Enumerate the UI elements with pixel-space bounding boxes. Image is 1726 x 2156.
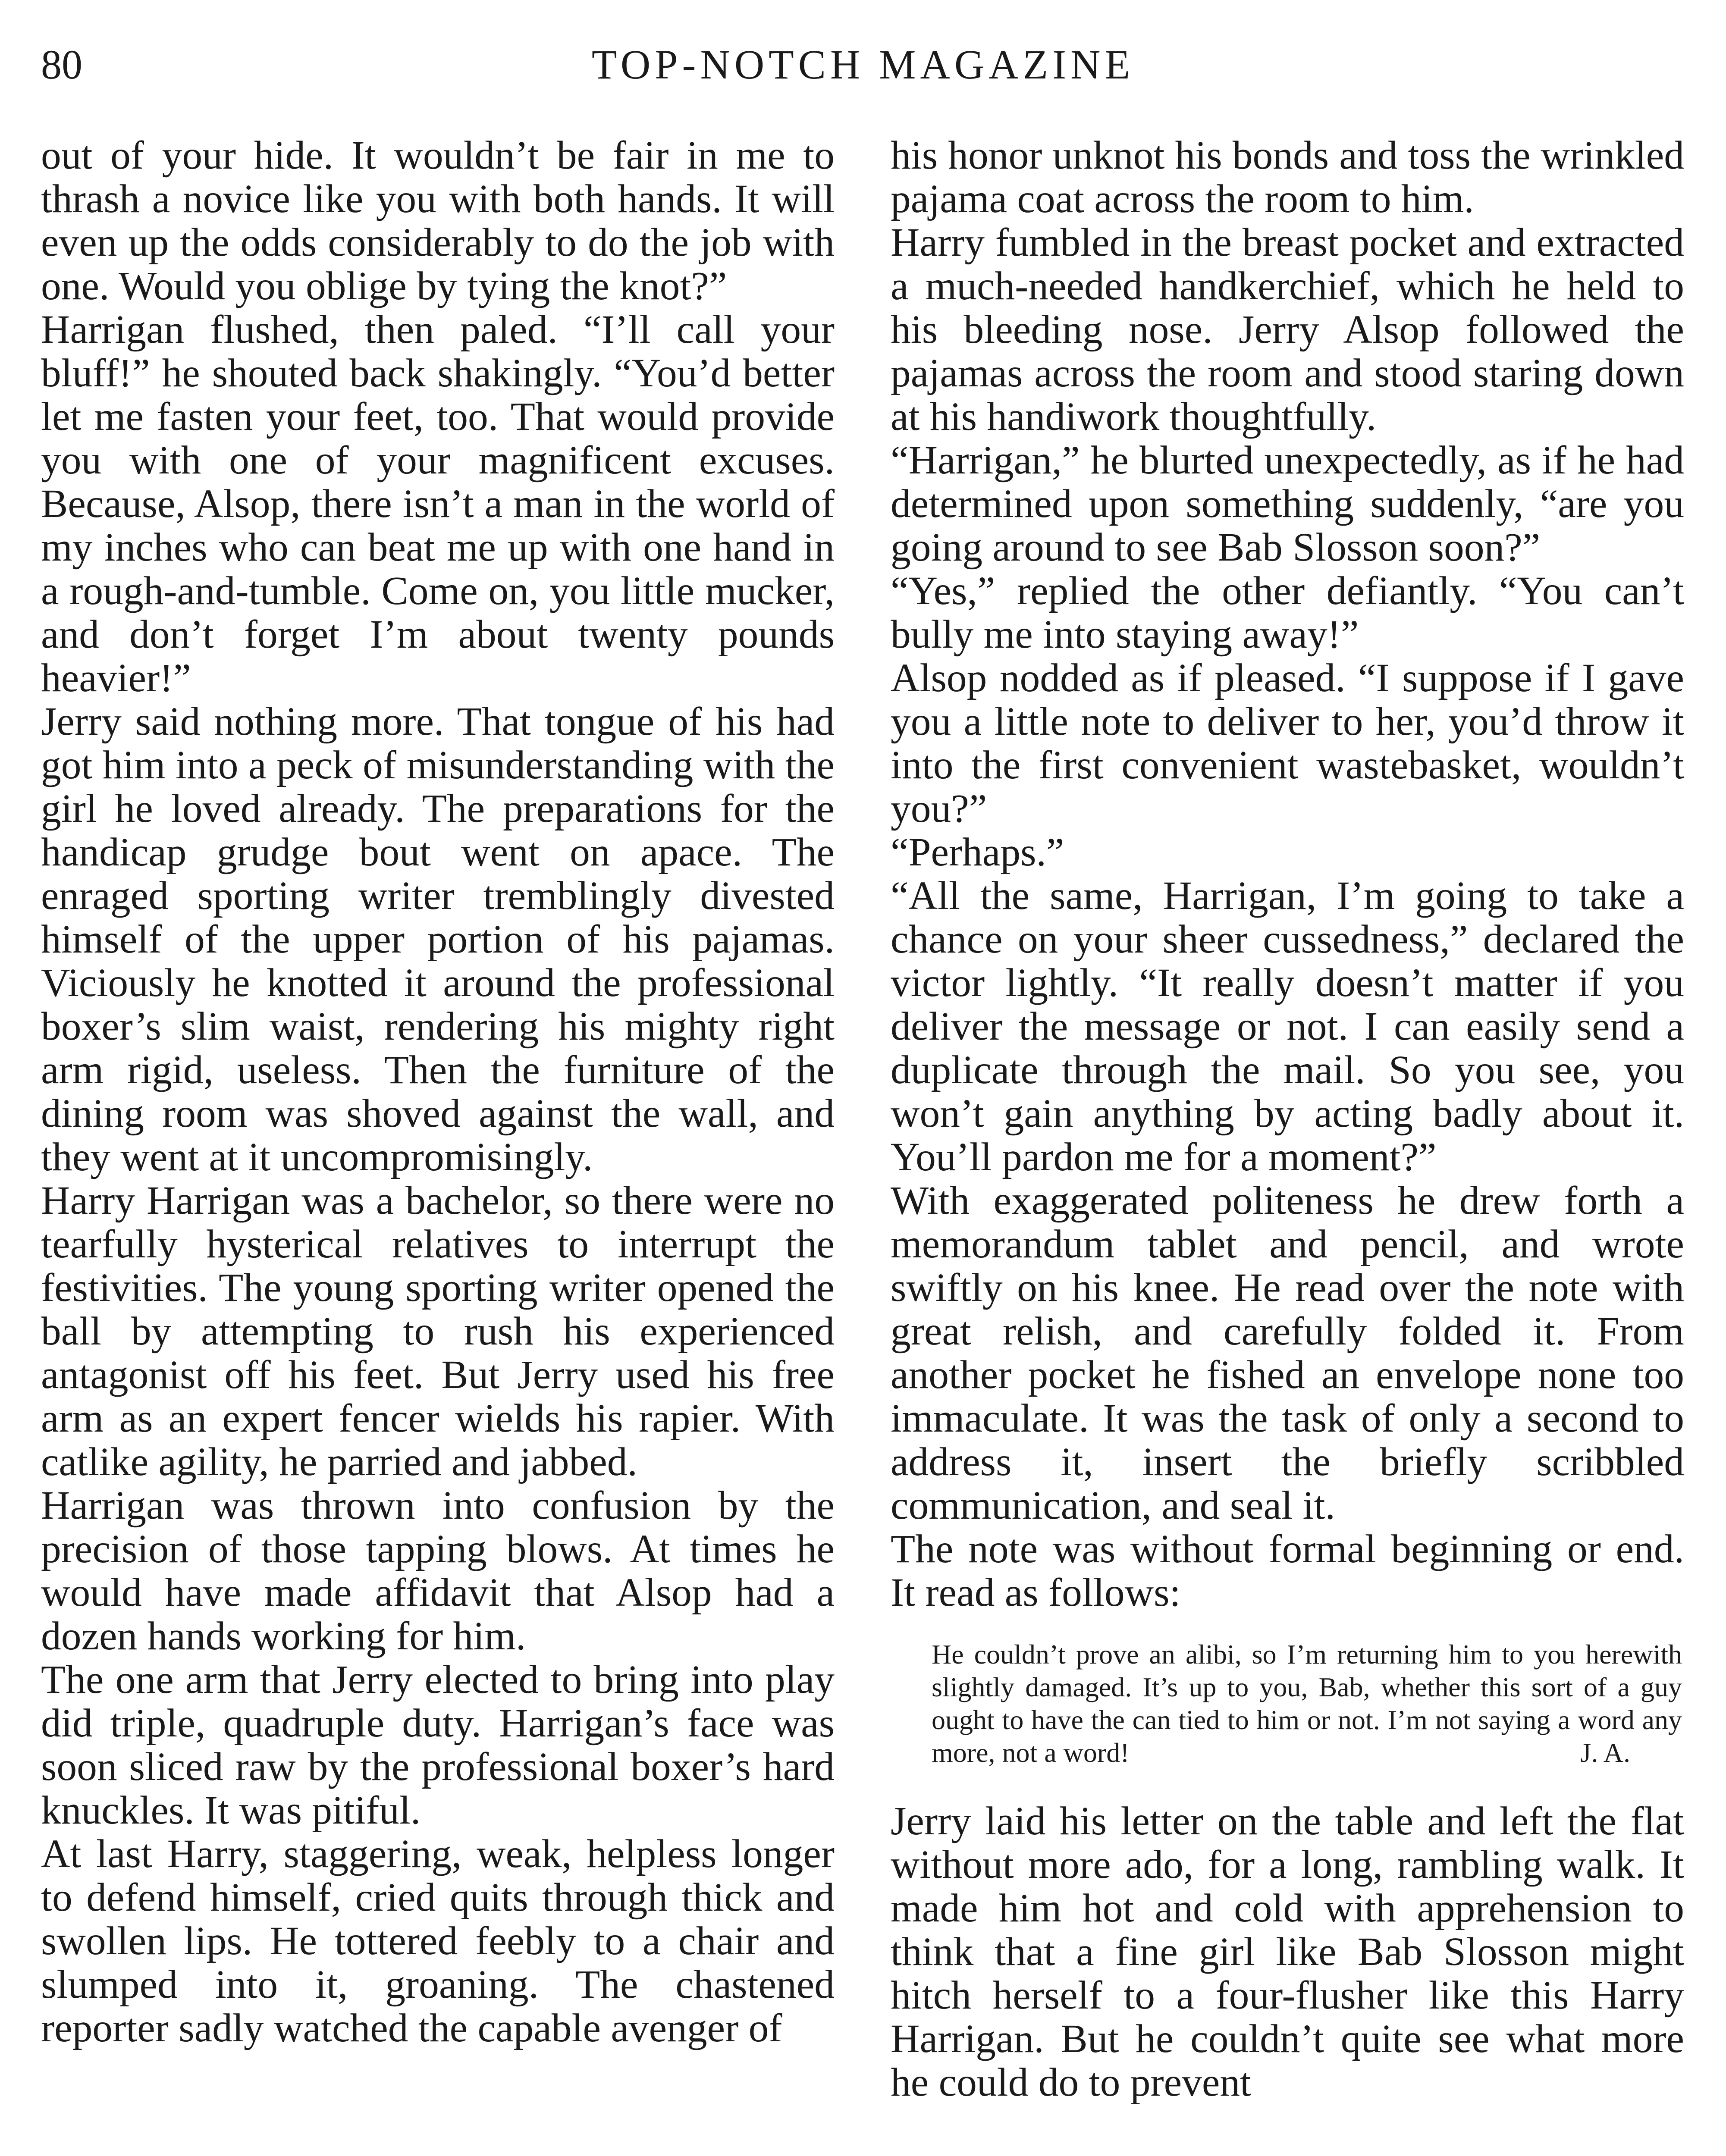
- right-column: [891, 134, 1684, 2104]
- paragraph: “Perhaps.”: [891, 830, 1064, 874]
- paragraph: Harrigan was thrown into confusion by the precision of those tapping blows. At times he would have made affidavit that Alsop had a dozen hands working for him.: [41, 1483, 835, 1658]
- paragraph: “Harrigan,” he blurted unexpectedly, as if he had determined upon something suddenly, “are you going around to see Bab Slosson soon?”: [891, 438, 1684, 570]
- page-header: [41, 39, 1685, 95]
- paragraph: out of your hide. It wouldn’t be fair in me to thrash a novice like you with both hands. It will even up the odds considerably to do the job with one. Would you oblige by tying the knot?”: [41, 133, 835, 308]
- paragraph: “Yes,” replied the other defiantly. “You can’t bully me into staying away!”: [891, 569, 1684, 657]
- note-text: He couldn’t prove an alibi, so I’m returning him to you herewith slightly damaged. It’s up to you, Bab, whether this sort of a guy ought to have the can tied to him or not. I’m not saying a word any more, not a word!: [932, 1639, 1682, 1768]
- left-column: [41, 134, 835, 2050]
- paragraph: At last Harry, staggering, weak, helpless longer to defend himself, cried quits through thick and swollen lips. He tottered feebly to a chair and slumped into it, groaning. The chastened reporter sadly watched the capable avenger of: [41, 1832, 835, 2050]
- paragraph: Jerry said nothing more. That tongue of his had got him into a peck of misunderstanding with the girl he loved already. The preparations for the handicap grudge bout went on apace. The enraged sporting writer tremblingly divested himself of the upper portion of his pajamas. Viciously he knotted it around the professional boxer’s slim waist, rendering his mighty right arm rigid, useless. Then the furniture of the dining room was shoved against the wall, and they went at it uncompromisingly.: [41, 699, 835, 1179]
- paragraph: “All the same, Harrigan, I’m going to take a chance on your sheer cussedness,” declared the victor lightly. “It really doesn’t matter if you deliver the message or not. I can easily send a duplicate through the mail. So you see, you won’t gain anything by acting badly about it. You’ll pardon me for a moment?”: [891, 874, 1684, 1179]
- paragraph: Harry fumbled in the breast pocket and extracted a much-needed handkerchief, which he held to his bleeding nose. Jerry Alsop followed the pajamas across the room and stood staring down at his handiwork thoughtfully.: [891, 220, 1684, 439]
- quoted-note: [891, 1638, 1684, 1769]
- paragraph: his honor unknot his bonds and toss the wrinkled pajama coat across the room to him.: [891, 133, 1684, 221]
- page-number: 80: [41, 41, 82, 88]
- paragraph: The note was without formal beginning or end. It read as follows:: [891, 1527, 1684, 1615]
- paragraph: Alsop nodded as if pleased. “I suppose if I gave you a little note to deliver to her, you’d throw it into the first convenient wastebasket, wouldn’t you?”: [891, 656, 1684, 831]
- paragraph: Jerry laid his letter on the table and left the flat without more ado, for a long, rambling walk. It made him hot and cold with apprehension to think that a fine girl like Bab Slosson might hitch herself to a four-flusher like this Harry Harrigan. But he couldn’t quite see what more he could do to prevent: [891, 1799, 1684, 2105]
- paragraph: Harry Harrigan was a bachelor, so there were no tearfully hysterical relatives to interrupt the festivities. The young sporting writer opened the ball by attempting to rush his experienced antagonist off his feet. But Jerry used his free arm as an expert fencer wields his rapier. With catlike agility, he parried and jabbed.: [41, 1178, 835, 1484]
- running-title: TOP-NOTCH MAGAZINE: [591, 41, 1135, 88]
- note-signature: J. A.: [1580, 1737, 1630, 1768]
- paragraph: The one arm that Jerry elected to bring into play did triple, quadruple duty. Harrigan’s face was soon sliced raw by the professional boxer’s hard knuckles. It was pitiful.: [41, 1658, 835, 1833]
- paragraph: With exaggerated politeness he drew forth a memorandum tablet and pencil, and wrote swiftly on his knee. He read over the note with great relish, and carefully folded it. From another pocket he fished an envelope none too immaculate. It was the task of only a second to address it, insert the briefly scribbled communication, and seal it.: [891, 1178, 1684, 1528]
- paragraph: Harrigan flushed, then paled. “I’ll call your bluff!” he shouted back shakingly. “You’d better let me fasten your feet, too. That would provide you with one of your magnificent excuses. Because, Alsop, there isn’t a man in the world of my inches who can beat me up with one hand in a rough-and-tumble. Come on, you little mucker, and don’t forget I’m about twenty pounds heavier!”: [41, 307, 835, 700]
